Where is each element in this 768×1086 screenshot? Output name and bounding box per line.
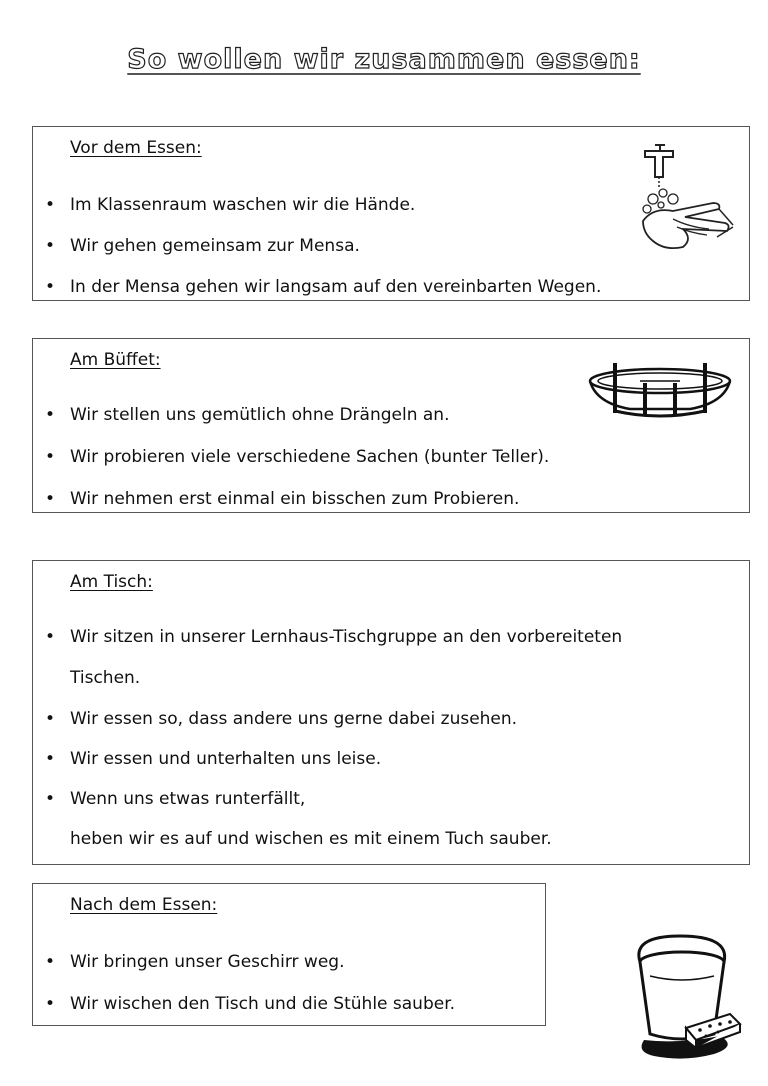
chafing-dish-icon [585,355,735,421]
section-heading: Am Büffet: [70,350,161,370]
list-item: • Wir sitzen in unserer Lernhaus-Tischgruppe an den vorbereiteten [33,627,749,668]
list-item: • Wir probieren viele verschiedene Sachen (bunter Teller). [33,447,749,489]
list-item: • Wir stellen uns gemütlich ohne Drängeln an. [33,405,749,447]
section-nach-dem-essen [32,883,546,1026]
list-item: • Wir nehmen erst einmal ein bisschen zum Probieren. [33,489,749,509]
list-item: • Wir gehen gemeinsam zur Mensa. [33,236,749,277]
section-am-bueffet [32,338,750,513]
list-item: • Wir wischen den Tisch und die Stühle sauber. [33,994,545,1014]
list-item-continuation: Tischen. [70,668,141,688]
section-heading: Vor dem Essen: [70,138,202,158]
section-vor-dem-essen [32,126,750,301]
section-heading: Am Tisch: [70,572,153,592]
list-item: • Wenn uns etwas runterfällt, [33,789,749,829]
list-item: • Wir essen so, dass andere uns gerne dabei zusehen. [33,709,749,749]
list-item-continuation: heben wir es auf und wischen es mit einem Tuch sauber. [70,829,552,849]
section-am-tisch [32,560,750,865]
rule-list [33,627,749,849]
section-heading: Nach dem Essen: [70,895,218,915]
page-title: So wollen wir zusammen essen: [127,44,641,75]
list-item: • Im Klassenraum waschen wir die Hände. [33,195,749,236]
list-item: • Wir bringen unser Geschirr weg. [33,952,545,994]
list-item: • Wir essen und unterhalten uns leise. [33,749,749,789]
hand-washing-icon [633,141,738,253]
rule-list [33,952,545,1014]
bucket-sponge-icon [630,932,745,1062]
list-item: • In der Mensa gehen wir langsam auf den vereinbarten Wegen. [33,277,749,297]
